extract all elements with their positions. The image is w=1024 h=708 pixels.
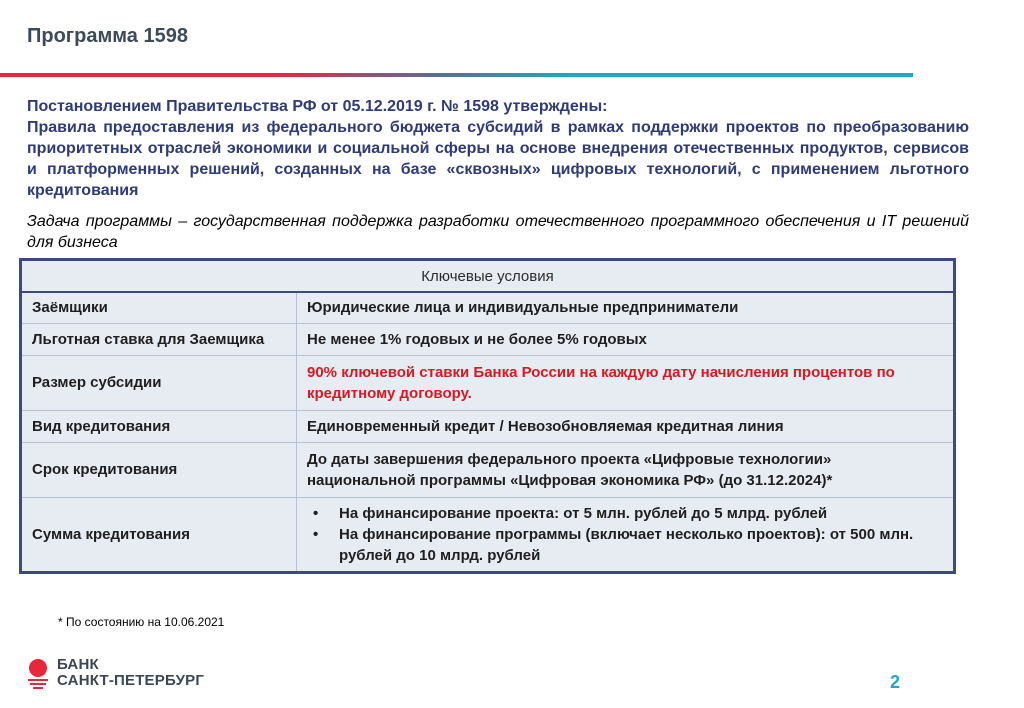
bank-logo [27,657,204,689]
bank-logo-line2: САНКТ-ПЕТЕРБУРГ [57,672,205,689]
list-item: • На финансирование проекта: от 5 млн. рублей до 5 млрд. рублей [339,503,943,524]
intro-decree-line: Постановлением Правительства РФ от 05.12.2019 г. № 1598 утверждены: [27,98,608,115]
list-item: • На финансирование программы (включает несколько проектов): от 500 млн. рублей до 10 млрд. рублей [339,524,943,566]
intro-block [27,96,969,201]
row-value: Не менее 1% годовых и не более 5% годовых [297,323,955,355]
page-number: 2 [890,672,901,692]
table-row [21,323,955,355]
table-row [21,497,955,572]
row-label: Срок кредитования [21,442,297,497]
table-heading: Ключевые условия [21,260,955,293]
row-value-subsidy: 90% ключевой ставки Банка России на каждую дату начисления процентов по кредитному договору. [297,355,955,410]
table-header-row [21,260,955,293]
table-row [21,292,955,323]
bank-logo-text [57,657,204,689]
row-value-bullets [297,497,955,572]
bullet-list [307,503,943,566]
header-divider [0,73,913,77]
row-value: До даты завершения федерального проекта «Цифровые технологии» национальной программы «Цифровая экономика РФ» (до 31.12.2024)* [297,442,955,497]
page-title: Программа 1598 [27,25,188,47]
table-row [21,410,955,442]
row-label: Вид кредитования [21,410,297,442]
intro-rules-text: Правила предоставления из федерального бюджета субсидий в рамках поддержки проектов по преобразованию приоритетных отраслей экономики и социальной сферы на основе внедрения отечественных продуктов, сервисов и платформенных решений, созданных на базе «сквозных» цифровых технологий, с применением льготного кредитования [27,119,969,199]
row-value: Единовременный кредит / Невозобновляемая кредитная линия [297,410,955,442]
row-label: Размер субсидии [21,355,297,410]
row-label: Заёмщики [21,292,297,323]
bank-logo-icon [27,657,49,689]
table-row [21,355,955,410]
footnote: * По состоянию на 10.06.2021 [58,615,225,629]
program-task: Задача программы – государственная поддержка разработки отечественного программного обеспечения и IT решений для бизнеса [27,213,969,251]
row-value: Юридические лица и индивидуальные предприниматели [297,292,955,323]
row-label: Льготная ставка для Заемщика [21,323,297,355]
key-conditions-table [19,258,956,574]
row-label: Сумма кредитования [21,497,297,572]
bank-logo-line1: БАНК [57,656,99,673]
table-row [21,442,955,497]
